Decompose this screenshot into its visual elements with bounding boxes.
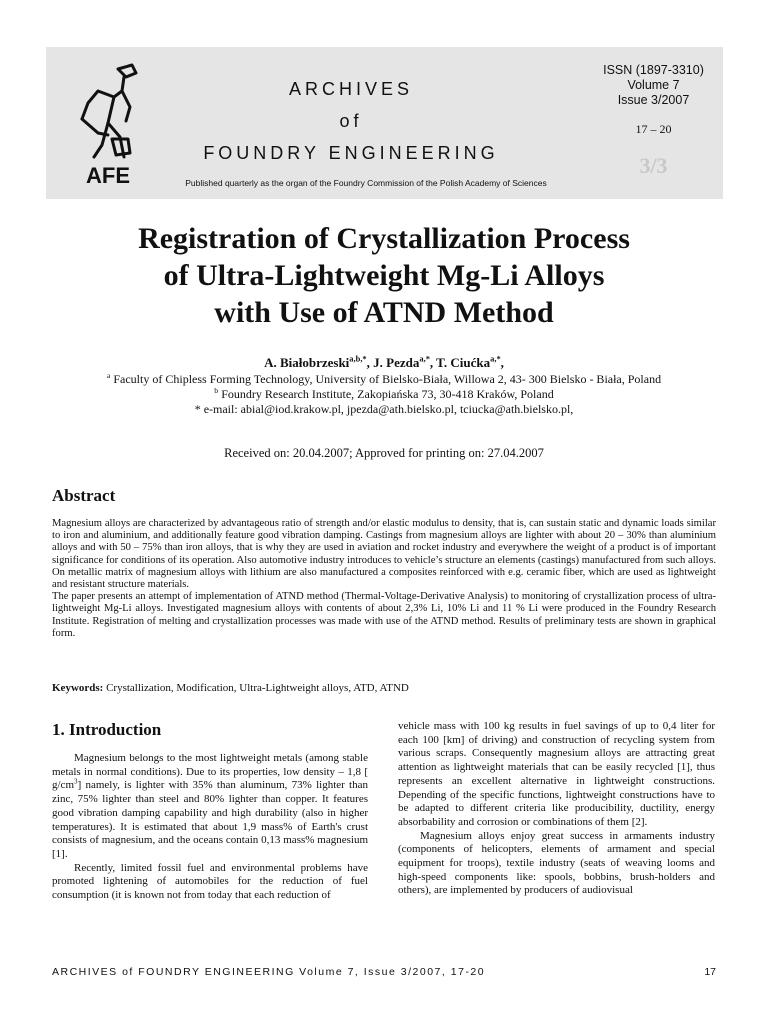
issn: ISSN (1897-3310) [603, 63, 704, 77]
email-line: * e-mail: abial@iod.krakow.pl, jpezda@ath.bielsko.pl, tciucka@ath.bielsko.pl, [194, 402, 574, 416]
issue-info [586, 63, 721, 108]
afe-logo [68, 61, 148, 186]
intro-paragraph-1-sup: 3 [74, 777, 78, 786]
part-number: 3/3 [639, 153, 668, 178]
column-right [398, 720, 715, 898]
author-2-mark: a,* [419, 353, 430, 364]
article-title [40, 220, 728, 331]
affiliation-a-text: Faculty of Chipless Forming Technology, University of Bielsko-Biała, Willowa 2, 43- 300 Bielsko - Biała, Poland [113, 372, 662, 386]
journal-name-line2: of [339, 111, 363, 131]
affiliation-b [40, 387, 728, 402]
affiliation-b-mark: b [214, 386, 219, 395]
page-footer [52, 966, 716, 978]
afe-logo-text: AFE [86, 163, 130, 186]
keywords [52, 682, 716, 694]
intro-paragraph-4: Magnesium alloys enjoy great success in armaments industry (components of helicopters, elements of armament and special equipment for troops), textile industry (seats of weaving looms and high-speed components like: spools, bobbins, brush-holders and others), are implemented by producers of audiovisual [398, 829, 715, 897]
author-3: , T. Ciućka [429, 355, 491, 370]
abstract-heading: Abstract [52, 486, 116, 505]
abstract-body [52, 518, 716, 640]
received-date: Received on: 20.04.2007; Approved for printing on: 27.04.2007 [224, 446, 544, 460]
title-line3: with Use of ATND Method [214, 296, 554, 329]
authors-end: , [500, 355, 504, 370]
title-line2: of Ultra-Lightweight Mg-Li Alloys [163, 259, 605, 292]
affiliations [40, 372, 728, 417]
intro-paragraph-1-b: ] namely, is lighter with 35% than aluminum, 73% lighter than zinc, 75% lighter than steel and 80% lighter than copper. It features good vibration damping capability and high durability (also in higher temperatures). It is estimated that about 1,9 mass% of Earth's crust consists of magnesium, and the oceans contain 0,13 mass% magnesium [1]. [52, 779, 368, 860]
author-1-mark: a,b,* [349, 353, 367, 364]
affiliation-a [40, 372, 728, 387]
intro-paragraph-3: vehicle mass with 100 kg results in fuel savings of up to 0,4 liter for each 100 [km] of driving) and construction of recycling system from various scraps. Consequently magnesium alloys are attracting great attention as lightweight materials that can be easily recycled [1], thus represents an excellent alternative in lightweight constructions. Depending of the specific functions, lightweight constructions have to be adapted to different criteria like producibility, ductility, energy absorbability and corrosion or combinations of them [2]. [398, 720, 715, 828]
abstract-paragraph-1: Magnesium alloys are characterized by advantageous ratio of strength and/or elastic modulus to density, that is, can sustain static and dynamic loads similar to iron and aluminium, and additionally feature good vibration damping. Castings from magnesium alloys are lighter with about 20 – 30% than aluminium alloys and with 50 – 75% than iron alloys, that is why they are used in aviation and rocket industry and everywhere the weight of a product is of important significance for conditions of its operation. Also automotive industry introduces to vehicle’s structure an elements (castings) manufactured from such alloys. On metallic matrix of magnesium alloys with lithium are also manufactured a composites reinforced with e.g. ceramic fiber, which are used as lightweight and resistant structure materials. [52, 518, 716, 591]
published-note: Published quarterly as the organ of the Foundry Commission of the Polish Academy of Sciences [185, 178, 547, 188]
title-line1: Registration of Crystallization Process [138, 222, 630, 255]
introduction-heading: 1. Introduction [52, 720, 162, 739]
issue: Issue 3/2007 [617, 93, 690, 107]
intro-paragraph-1-a: Magnesium belongs to the most lightweight metals (among stable metals in normal conditions). Due to its properties, low density – 1,8 [ g/cm [52, 752, 368, 792]
volume: Volume 7 [627, 78, 680, 92]
keywords-label: Keywords: [52, 682, 104, 694]
page-range: 17 – 20 [635, 122, 672, 136]
affiliation-b-text: Foundry Research Institute, Zakopiańska 73, 30-418 Kraków, Poland [221, 387, 554, 401]
journal-name [146, 73, 556, 169]
author-1: A. Białobrzeski [264, 355, 350, 370]
intro-paragraph-1 [52, 752, 368, 862]
author-3-mark: a,* [490, 353, 501, 364]
journal-name-line3: FOUNDRY ENGINEERING [203, 143, 499, 163]
journal-name-line1: ARCHIVES [288, 79, 414, 99]
column-left [52, 752, 368, 903]
journal-header [46, 47, 723, 199]
intro-paragraph-2: Recently, limited fossil fuel and environmental problems have promoted lightening of automobiles for the reduction of fuel consumption (it is known not from today that each reduction of [52, 861, 368, 902]
page-number: 17 [704, 966, 716, 978]
author-2: , J. Pezda [366, 355, 420, 370]
authors [40, 355, 728, 371]
running-footer: ARCHIVES of FOUNDRY ENGINEERING Volume 7, Issue 3/2007, 17-20 [52, 966, 486, 978]
keywords-text: Crystallization, Modification, Ultra-Lightweight alloys, ATD, ATND [103, 682, 409, 694]
affiliation-a-mark: a [106, 371, 111, 380]
abstract-paragraph-2: The paper presents an attempt of implementation of ATND method (Thermal-Voltage-Derivative Analysis) to monitoring of crystallization process of ultra-lightweight Mg-Li alloys. Investigated magnesium alloys with contents of about 2,3% Li, 10% Li and 11 % Li were produced in the Foundry Research Institute. Registration of melting and crystallization processes was made with use of the ATND method. Results of preliminary tests are shown in graphical form. [52, 591, 716, 639]
